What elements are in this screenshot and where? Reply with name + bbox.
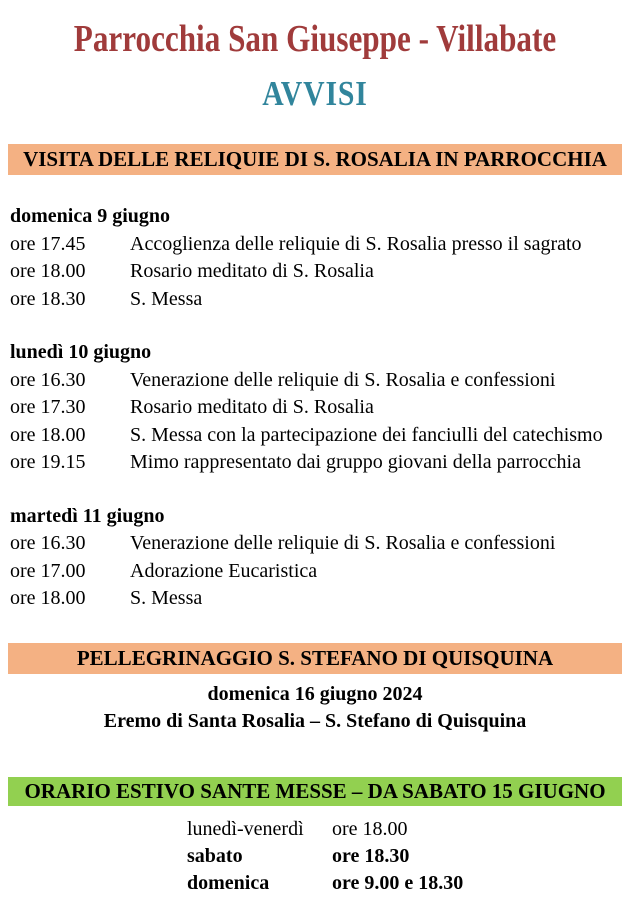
- event-row: [0, 558, 630, 586]
- event-row: [0, 231, 630, 259]
- event-description: S. Messa con la partecipazione dei fanciulli del catechismo: [130, 423, 603, 446]
- page-subtitle: AVVISI: [262, 74, 368, 113]
- mass-time: ore 9.00 e 18.30: [332, 871, 464, 894]
- mass-time-row: [187, 843, 630, 870]
- event-time: ore 16.30: [10, 368, 86, 391]
- event-description: Venerazione delle reliquie di S. Rosalia e confessioni: [130, 532, 556, 554]
- mass-time: ore 18.30: [332, 844, 410, 867]
- event-time: ore 17.30: [10, 396, 86, 418]
- pellegrinaggio-date: domenica 16 giugno 2024: [207, 682, 423, 705]
- mass-time-row: [187, 816, 630, 843]
- section-banner-visita-reliquie: VISITA DELLE RELIQUIE DI S. ROSALIA IN PARROCCHIA: [8, 144, 622, 175]
- pellegrinaggio-route: Eremo di Santa Rosalia – S. Stefano di Quisquina: [103, 709, 527, 732]
- event-time: ore 16.30: [10, 532, 86, 554]
- event-row: [0, 530, 630, 558]
- event-row: [0, 422, 630, 450]
- event-time: ore 18.00: [10, 260, 86, 282]
- event-row: [0, 394, 630, 422]
- day-group-lunedi-10: [0, 339, 630, 477]
- page-title: Parrocchia San Giuseppe - Villabate: [73, 18, 557, 60]
- event-description: S. Messa: [130, 287, 203, 310]
- pellegrinaggio-details: [0, 681, 630, 735]
- event-time: ore 18.30: [10, 287, 86, 310]
- event-time: ore 19.15: [10, 451, 86, 473]
- event-description: Adorazione Eucaristica: [130, 559, 318, 582]
- event-time: ore 17.00: [10, 559, 86, 582]
- event-row: [0, 449, 630, 477]
- section-banner-pellegrinaggio: PELLEGRINAGGIO S. STEFANO DI QUISQUINA: [8, 643, 622, 674]
- mass-time-row: [187, 870, 630, 897]
- event-description: Rosario meditato di S. Rosalia: [130, 260, 374, 282]
- section-banner-orario-estivo: ORARIO ESTIVO SANTE MESSE – DA SABATO 15 GIUGNO: [8, 777, 622, 806]
- event-description: Rosario meditato di S. Rosalia: [130, 396, 374, 418]
- event-row: [0, 367, 630, 395]
- flyer-page: [0, 18, 630, 914]
- event-description: Accoglienza delle reliquie di S. Rosalia presso il sagrato: [130, 232, 582, 255]
- mass-day: sabato: [187, 844, 243, 867]
- mass-time: ore 18.00: [332, 817, 408, 840]
- day-header: martedì 11 giugno: [10, 504, 165, 527]
- event-row: [0, 286, 630, 314]
- event-description: Venerazione delle reliquie di S. Rosalia e confessioni: [130, 368, 556, 391]
- mass-day: domenica: [187, 871, 270, 894]
- mass-times-table: [187, 816, 630, 897]
- event-row: [0, 258, 630, 286]
- event-time: ore 18.00: [10, 423, 86, 446]
- event-time: ore 18.00: [10, 587, 86, 609]
- day-header: domenica 9 giugno: [10, 205, 171, 227]
- day-group-martedi-11: [0, 503, 630, 613]
- day-header: lunedì 10 giugno: [10, 341, 152, 363]
- event-description: S. Messa: [130, 587, 203, 609]
- day-group-domenica-9: [0, 203, 630, 313]
- event-time: ore 17.45: [10, 232, 86, 255]
- event-row: [0, 585, 630, 613]
- event-description: Mimo rappresentato dai gruppo giovani della parrocchia: [130, 451, 581, 473]
- mass-day: lunedì-venerdì: [187, 817, 304, 840]
